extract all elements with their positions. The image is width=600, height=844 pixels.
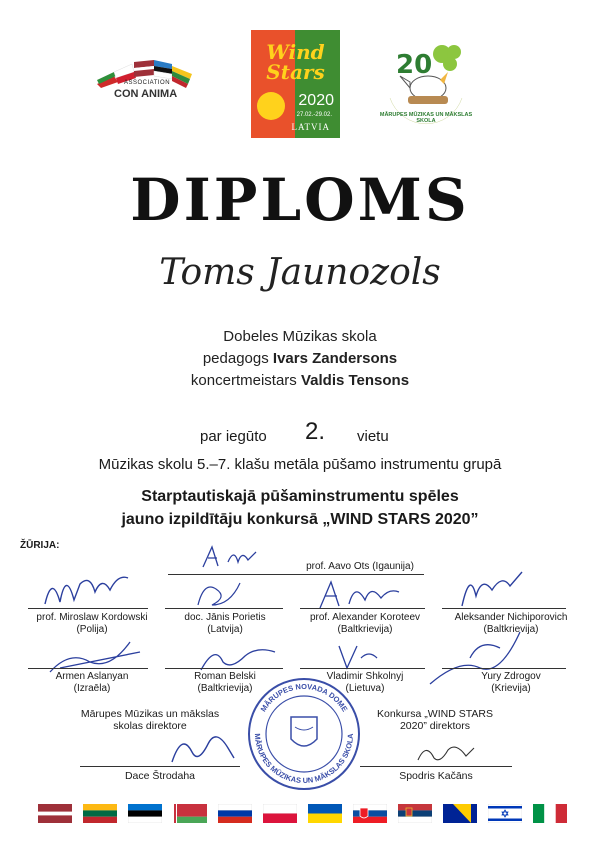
flag-poland-icon bbox=[263, 804, 297, 823]
school-badge-text: MĀRUPES MŪZIKAS UN MĀKSLAS SKOLA bbox=[379, 112, 473, 124]
jury-member: prof. Miroslaw Kordowski (Polija) bbox=[36, 612, 148, 635]
flag-lithuania-icon bbox=[83, 804, 117, 823]
flag-belarus-icon bbox=[173, 804, 207, 823]
contest-line-1: Starptautiskajā pūšaminstrumentu spēles bbox=[141, 488, 459, 505]
svg-text:MĀRUPES MŪZIKAS UN MĀKSLAS SKO bbox=[253, 733, 355, 785]
flag-russia-icon bbox=[218, 804, 252, 823]
flag-bosnia-icon bbox=[443, 804, 477, 823]
category: Mūzikas skolu 5.–7. klašu metāla pūšamo instrumentu grupā bbox=[98, 456, 502, 473]
signature-porietis bbox=[190, 575, 250, 611]
flag-ukraine-icon bbox=[308, 804, 342, 823]
school-name: Dobeles Mūzikas skola bbox=[223, 328, 377, 345]
accompanist-role: koncertmeistars bbox=[190, 372, 297, 389]
signature-kacans bbox=[412, 738, 482, 768]
flag-israel-icon bbox=[488, 804, 522, 823]
svg-text:MĀRUPES NOVADA DOME bbox=[259, 682, 350, 713]
signature-koroteev bbox=[315, 574, 405, 612]
flags-row bbox=[38, 804, 568, 824]
school-anniversary-logo bbox=[380, 38, 472, 134]
wind-stars-year: 2020 bbox=[298, 92, 334, 109]
place-row bbox=[0, 418, 600, 454]
wind-stars-logo bbox=[251, 30, 340, 138]
flag-italy-icon bbox=[533, 804, 567, 823]
jury-member: Vladimir Shkolnyj (Lietuva) bbox=[326, 671, 404, 694]
stamp-icon bbox=[245, 675, 363, 793]
flag-serbia-icon bbox=[398, 804, 432, 823]
contest-director-title: Konkursa „WIND STARS 2020” direktors bbox=[377, 708, 493, 732]
accompanist-name: Valdis Tensons bbox=[300, 372, 410, 389]
contest-director-name: Spodris Kačāns bbox=[399, 770, 473, 782]
con-anima-label: CON ANIMA bbox=[114, 88, 178, 100]
teacher-line bbox=[0, 350, 600, 367]
stamp-outer-text: MĀRUPES NOVADA DOME bbox=[258, 681, 350, 714]
signature-nichiporovich bbox=[452, 566, 532, 610]
con-anima-logo bbox=[92, 58, 222, 108]
flag-latvia-icon bbox=[38, 804, 72, 823]
flag-estonia-icon bbox=[128, 804, 162, 823]
school-director-title: Mārupes Mūzikas un mākslas skolas direktore bbox=[80, 708, 220, 732]
anniversary-number: 20 bbox=[396, 50, 433, 80]
diploma-title: DIPLOMS bbox=[130, 166, 470, 234]
teacher-role: pedagogs bbox=[202, 350, 269, 367]
wind-stars-word1: Wind bbox=[266, 40, 325, 64]
jury-member: Roman Belski (Baltkrievija) bbox=[194, 671, 256, 694]
place-number: 2. bbox=[305, 418, 326, 445]
recipient-name: Toms Jaunozols bbox=[159, 252, 441, 293]
stamp-inner-text: MĀRUPES MŪZIKAS UN MĀKSLAS SKOLA bbox=[252, 733, 356, 786]
jury-member: Yury Zdrogov (Krievija) bbox=[481, 671, 541, 694]
wind-stars-country: LATVIA bbox=[291, 122, 330, 132]
jury-member: prof. Aavo Ots (Igaunija) bbox=[306, 561, 414, 572]
jury-member: prof. Alexander Koroteev (Baltkrievija) bbox=[309, 612, 421, 635]
place-suffix: vietu bbox=[357, 428, 389, 445]
jury-member: doc. Jānis Porietis (Latvija) bbox=[184, 612, 266, 635]
signature-kordowski bbox=[40, 564, 140, 610]
school-director-name: Dace Štrodaha bbox=[124, 770, 196, 782]
signature-ots bbox=[198, 542, 268, 572]
jury-label: ŽŪRIJA: bbox=[20, 540, 60, 551]
place-prefix: par iegūto bbox=[200, 428, 267, 445]
contest-line-2: jauno izpildītāju konkursā „WIND STARS 2020” bbox=[121, 511, 479, 528]
signature-strodaha bbox=[162, 722, 242, 768]
teacher-name: Ivars Zandersons bbox=[272, 350, 398, 367]
accompanist-line bbox=[0, 372, 600, 389]
association-label: ASSOCIATION bbox=[124, 80, 171, 86]
jury-member: Aleksander Nichiporovich (Baltkrievija) bbox=[454, 612, 568, 635]
horn-icon bbox=[257, 92, 285, 120]
wind-stars-word2: Stars bbox=[266, 60, 325, 84]
wind-stars-dates: 27.02.-29.02. bbox=[296, 112, 332, 118]
jury-member: Armen Aslanyan (Izraēla) bbox=[55, 671, 129, 694]
flag-slovakia-icon bbox=[353, 804, 387, 823]
